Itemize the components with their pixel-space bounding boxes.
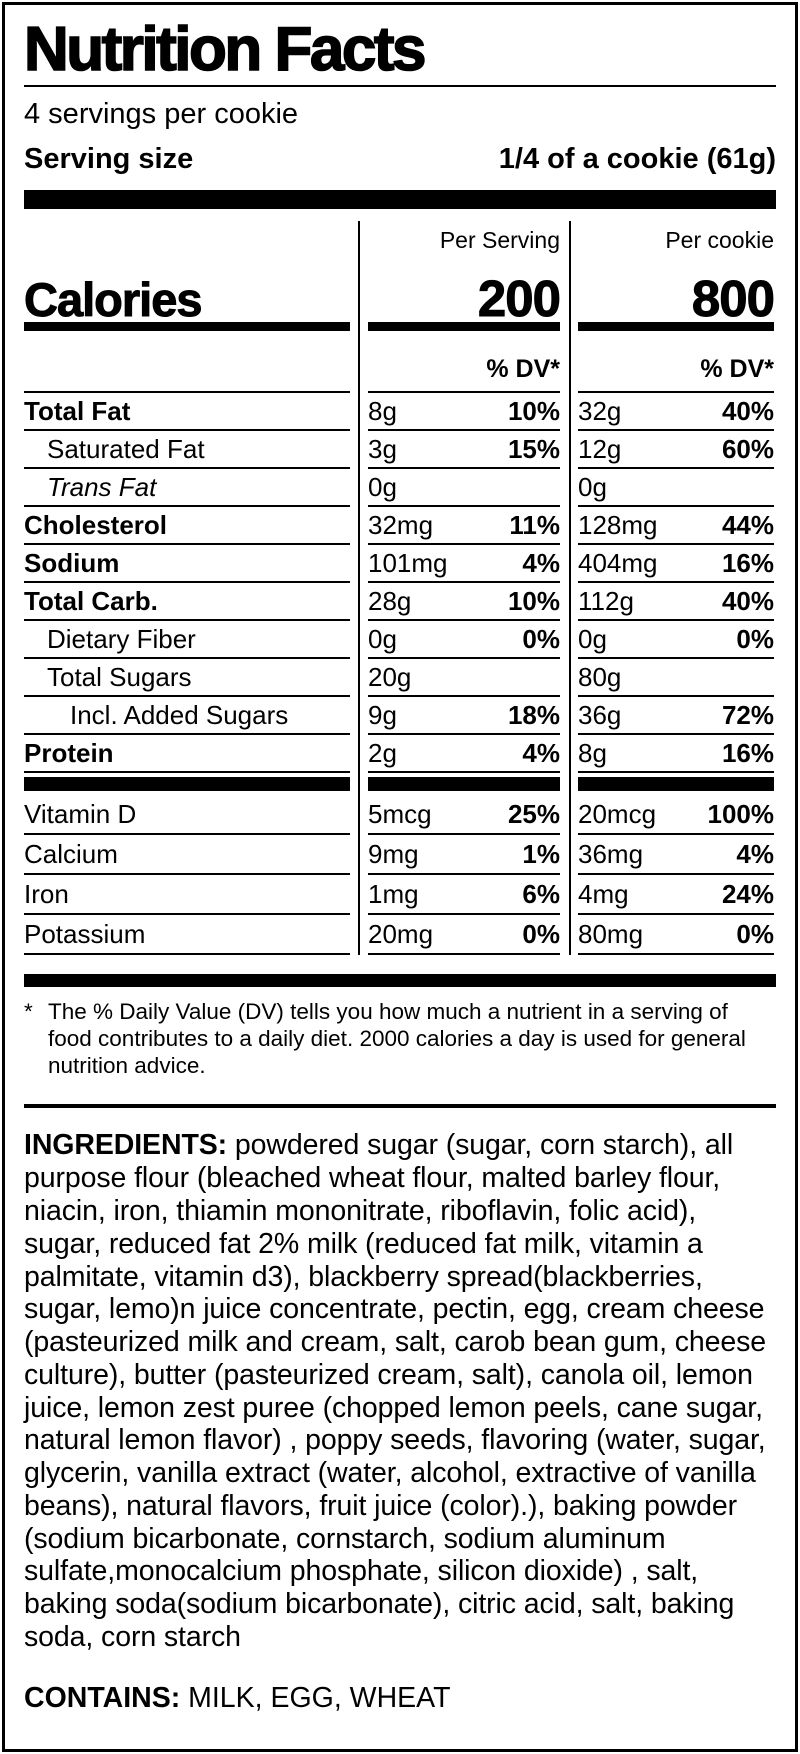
per-cookie-amount: 128mg xyxy=(578,509,658,540)
per-cookie-dv: 0% xyxy=(736,918,774,949)
per-serving-amount: 8g xyxy=(368,395,397,426)
calories-per-cookie: 800 xyxy=(691,269,774,327)
serving-size-row xyxy=(24,143,776,176)
per-cookie-amount: 36mg xyxy=(578,838,644,869)
per-cookie-dv: 60% xyxy=(721,433,774,464)
nutrient-name: Total Fat xyxy=(24,393,350,431)
per-cookie-cell xyxy=(578,583,774,621)
per-cookie-cell xyxy=(578,393,774,431)
per-serving-amount: 28g xyxy=(368,585,412,616)
nutrient-row xyxy=(24,583,776,621)
per-serving-amount: 0g xyxy=(368,623,397,654)
per-cookie-cell xyxy=(578,735,774,773)
nutrient-row xyxy=(24,469,776,507)
per-cookie-amount: 80mg xyxy=(578,918,644,949)
nutrient-name: Calcium xyxy=(24,835,350,875)
ingredients-paragraph xyxy=(24,1129,776,1653)
per-serving-amount: 9g xyxy=(368,699,397,730)
per-cookie-header: Per cookie xyxy=(665,227,774,254)
nutrient-name: Iron xyxy=(24,875,350,915)
per-cookie-dv: 4% xyxy=(736,838,774,869)
per-cookie-amount: 8g xyxy=(578,737,607,768)
per-serving-header: Per Serving xyxy=(439,227,560,254)
nutrient-row xyxy=(24,735,776,773)
column-divider-1 xyxy=(358,221,360,955)
section-bar-top xyxy=(24,190,776,209)
per-cookie-amount: 12g xyxy=(578,433,622,464)
nutrient-row xyxy=(24,915,776,955)
per-serving-amount: 3g xyxy=(368,433,397,464)
nutrient-name: Total Carb. xyxy=(24,583,350,621)
per-serving-dv: 4% xyxy=(522,547,560,578)
per-serving-cell xyxy=(368,621,560,659)
per-serving-cell xyxy=(368,545,560,583)
per-serving-dv: 1% xyxy=(522,838,560,869)
nutrient-name: Cholesterol xyxy=(24,507,350,545)
ingredients-header: INGREDIENTS: xyxy=(24,1129,228,1162)
per-cookie-dv: 72% xyxy=(721,699,774,730)
nutrient-name: Dietary Fiber xyxy=(24,621,350,659)
per-cookie-cell xyxy=(578,621,774,659)
per-cookie-dv: 16% xyxy=(721,737,774,768)
nutrient-row xyxy=(24,659,776,697)
nutrient-name: Trans Fat xyxy=(24,469,350,507)
per-cookie-dv: 0% xyxy=(736,623,774,654)
dv-header-serving: % DV* xyxy=(368,331,560,393)
per-cookie-cell xyxy=(578,915,774,955)
per-serving-dv: 15% xyxy=(507,433,560,464)
per-cookie-dv: 16% xyxy=(721,547,774,578)
nutrition-table xyxy=(24,221,776,955)
per-cookie-dv: 24% xyxy=(721,878,774,909)
per-serving-cell xyxy=(368,835,560,875)
per-serving-cell xyxy=(368,697,560,735)
serving-size-label: Serving size xyxy=(24,143,194,176)
per-cookie-cell xyxy=(578,431,774,469)
per-serving-amount: 0g xyxy=(368,471,397,502)
daily-value-footnote xyxy=(24,998,776,1079)
micronutrient-rows xyxy=(24,795,776,955)
calories-per-serving: 200 xyxy=(477,269,560,327)
per-serving-amount: 5mcg xyxy=(368,798,432,829)
serving-size-value: 1/4 of a cookie (61g) xyxy=(498,143,776,176)
nutrient-row xyxy=(24,431,776,469)
per-serving-amount: 32mg xyxy=(368,509,434,540)
nutrient-row xyxy=(24,621,776,659)
per-serving-dv: 0% xyxy=(522,918,560,949)
per-cookie-amount: 20mcg xyxy=(578,798,657,829)
nutrient-row xyxy=(24,875,776,915)
per-cookie-cell xyxy=(578,875,774,915)
per-cookie-amount: 36g xyxy=(578,699,622,730)
per-serving-cell xyxy=(368,431,560,469)
column-divider-2 xyxy=(569,221,571,955)
per-cookie-dv: 40% xyxy=(721,395,774,426)
per-cookie-dv: 40% xyxy=(721,585,774,616)
per-cookie-amount: 4mg xyxy=(578,878,629,909)
per-cookie-amount: 404mg xyxy=(578,547,658,578)
section-bar-bottom xyxy=(24,974,776,987)
per-serving-amount: 20mg xyxy=(368,918,434,949)
nutrient-name: Incl. Added Sugars xyxy=(24,697,350,735)
bar-segment xyxy=(578,777,774,791)
per-serving-dv: 6% xyxy=(522,878,560,909)
contains-header: CONTAINS: xyxy=(24,1682,181,1715)
title-divider xyxy=(24,85,776,87)
per-serving-cell xyxy=(368,393,560,431)
per-serving-dv: 10% xyxy=(507,585,560,616)
per-serving-amount: 1mg xyxy=(368,878,419,909)
per-serving-cell xyxy=(368,659,560,697)
spacer-cell xyxy=(24,331,350,393)
per-cookie-amount: 32g xyxy=(578,395,622,426)
calories-row xyxy=(24,255,776,331)
contains-text: MILK, EGG, WHEAT xyxy=(188,1682,451,1715)
contains-paragraph xyxy=(24,1682,776,1715)
per-cookie-amount: 0g xyxy=(578,623,607,654)
per-serving-cell xyxy=(368,469,560,507)
per-serving-dv: 4% xyxy=(522,737,560,768)
nutrient-name: Saturated Fat xyxy=(24,431,350,469)
nutrient-name: Protein xyxy=(24,735,350,773)
ingredients-text: powdered sugar (sugar, corn starch), all purpose flour (bleached wheat flour, malted barley flour, niacin, iron, thiamin mononitrate, riboflavin, folic acid), sugar, reduced fat 2% milk (reduced fat milk, vitamin a palmitate, vitamin d3), blackberry spread(blackberries, sugar, lemo)n juice concentrate, pectin, egg, cream cheese (pasteurized milk and cream, salt, carob bean gum, cheese culture), butter (pasteurized cream, salt), canola oil, lemon juice, lemon zest puree (chopped lemon peels, cane sugar, natural lemon flavor) , poppy seeds, flavoring (water, sugar, glycerin, vanilla extract (water, alcohol, extractive of vanilla beans), natural flavors, fruit juice (color).), baking powder (sodium bicarbonate, cornstarch, sodium aluminum sulfate,monocalcium phosphate, silicon dioxide) , salt, baking soda(sodium bicarbonate), citric acid, salt, baking soda, corn starch xyxy=(24,1129,767,1653)
per-serving-amount: 9mg xyxy=(368,838,419,869)
per-cookie-dv: 44% xyxy=(721,509,774,540)
spacer-cell xyxy=(24,221,350,255)
per-serving-amount: 101mg xyxy=(368,547,448,578)
ingredients-divider xyxy=(24,1104,776,1108)
section-bar-mid xyxy=(24,773,776,795)
nutrient-row xyxy=(24,393,776,431)
per-serving-dv: 18% xyxy=(507,699,560,730)
nutrient-name: Sodium xyxy=(24,545,350,583)
daily-value-header-row xyxy=(24,331,776,393)
bar-segment xyxy=(368,777,560,791)
macronutrient-rows xyxy=(24,393,776,773)
per-serving-cell xyxy=(368,583,560,621)
nutrient-row xyxy=(24,697,776,735)
per-cookie-cell xyxy=(578,469,774,507)
per-serving-dv: 10% xyxy=(507,395,560,426)
per-cookie-cell xyxy=(578,659,774,697)
nutrient-row xyxy=(24,835,776,875)
nutrient-name: Total Sugars xyxy=(24,659,350,697)
per-cookie-cell xyxy=(578,795,774,835)
per-cookie-cell xyxy=(578,697,774,735)
per-serving-dv: 11% xyxy=(509,509,560,540)
per-cookie-amount: 80g xyxy=(578,661,622,692)
calories-label: Calories xyxy=(24,272,202,326)
per-cookie-dv: 100% xyxy=(707,798,774,829)
bar-segment xyxy=(24,777,350,791)
per-cookie-cell xyxy=(578,507,774,545)
nutrient-name: Potassium xyxy=(24,915,350,955)
footnote-text: The % Daily Value (DV) tells you how much a nutrient in a serving of food contributes to a daily diet. 2000 calories a day is used for general nutrition advice. xyxy=(48,999,746,1079)
per-serving-cell xyxy=(368,915,560,955)
column-header-row xyxy=(24,221,776,255)
per-cookie-amount: 0g xyxy=(578,471,607,502)
per-serving-dv: 25% xyxy=(507,798,560,829)
footnote-asterisk: * xyxy=(24,999,33,1025)
nutrient-row xyxy=(24,507,776,545)
per-serving-dv: 0% xyxy=(522,623,560,654)
per-cookie-amount: 112g xyxy=(578,585,634,616)
nutrient-row xyxy=(24,795,776,835)
per-serving-cell xyxy=(368,507,560,545)
per-serving-amount: 20g xyxy=(368,661,412,692)
label-title: Nutrition Facts xyxy=(24,15,424,84)
per-cookie-cell xyxy=(578,545,774,583)
servings-per-container: 4 servings per cookie xyxy=(24,98,299,131)
per-serving-amount: 2g xyxy=(368,737,397,768)
per-serving-cell xyxy=(368,875,560,915)
dv-header-cookie: % DV* xyxy=(578,331,774,393)
per-cookie-cell xyxy=(578,835,774,875)
nutrient-name: Vitamin D xyxy=(24,795,350,835)
per-serving-cell xyxy=(368,795,560,835)
per-serving-cell xyxy=(368,735,560,773)
nutrition-facts-label xyxy=(2,2,798,1752)
nutrient-row xyxy=(24,545,776,583)
